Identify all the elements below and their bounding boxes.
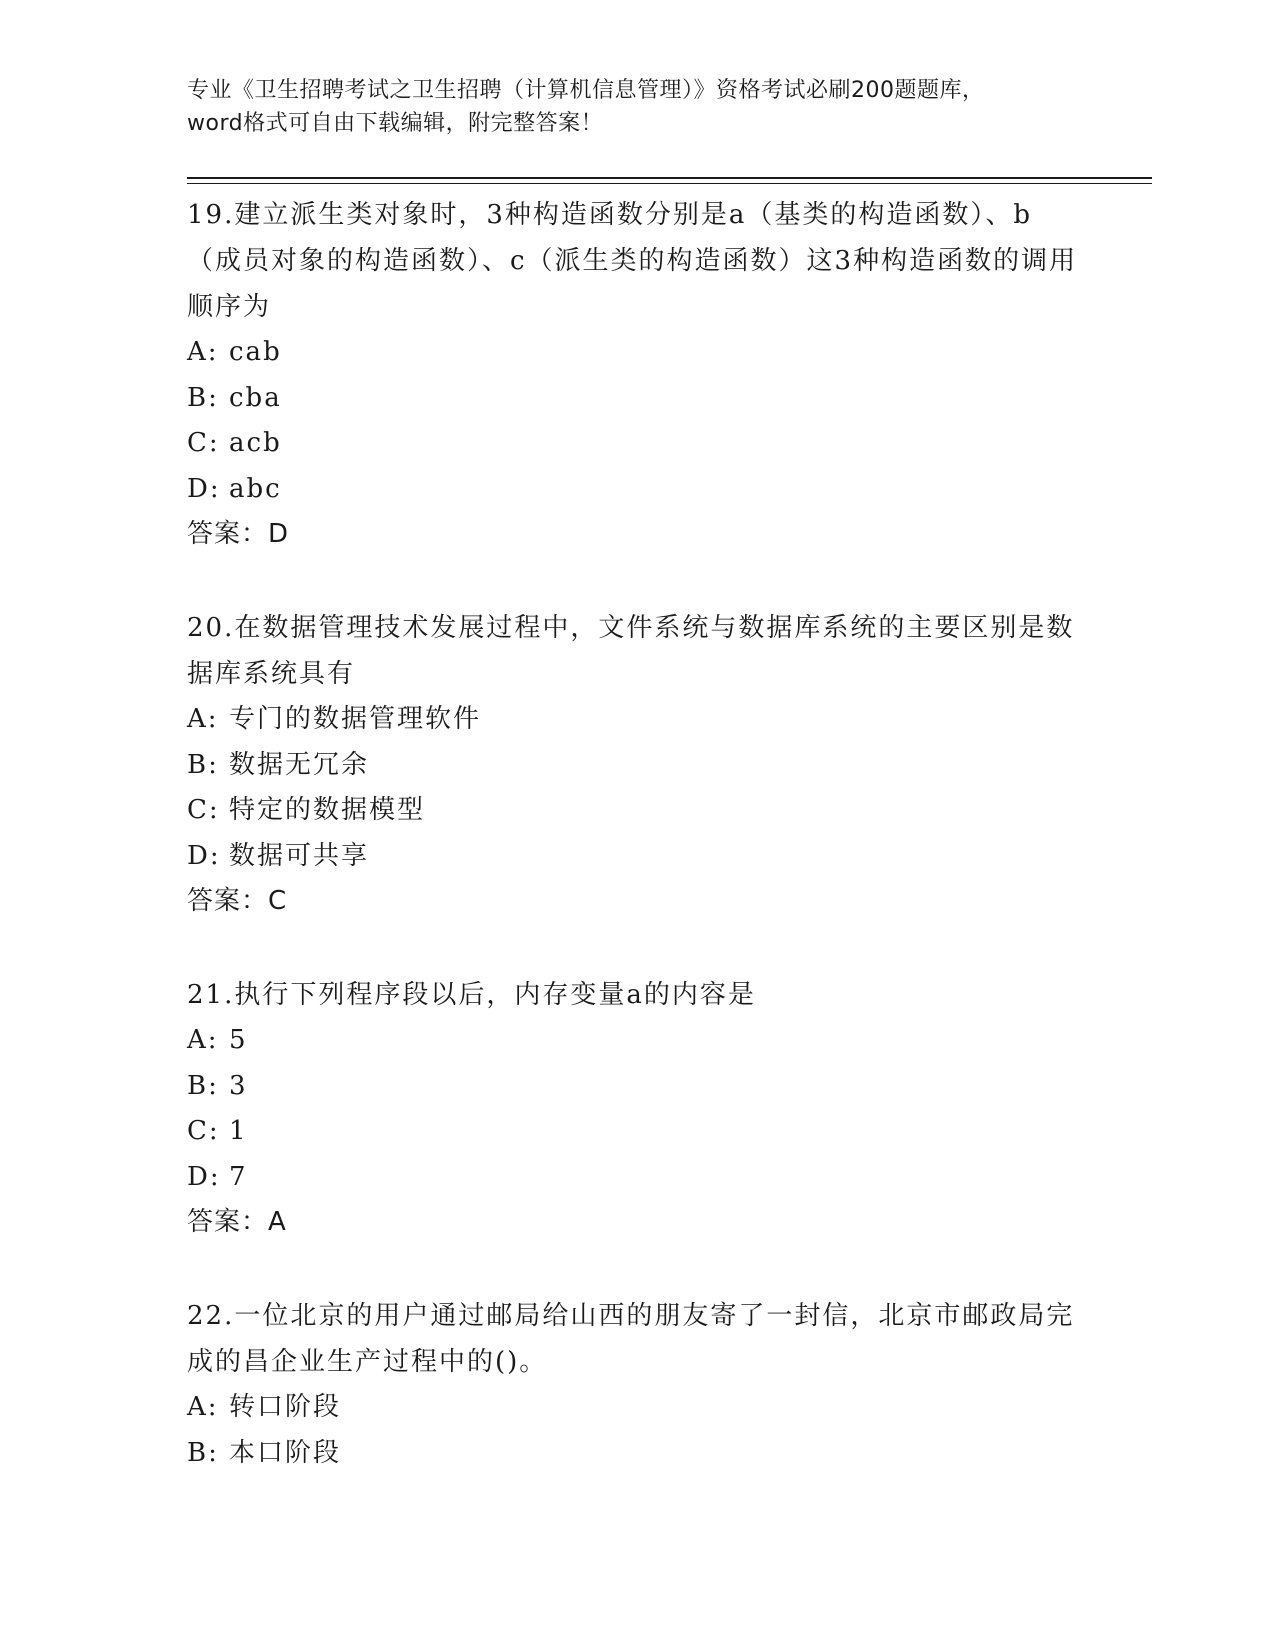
option-text: 本口阶段 — [229, 1437, 342, 1468]
option-text: abc — [229, 473, 282, 504]
option-label: C: — [187, 428, 220, 458]
option-b — [187, 1431, 1087, 1477]
option-label: C: — [187, 1116, 220, 1146]
option-label: A: — [187, 704, 219, 734]
option-d — [187, 834, 1087, 880]
option-text: acb — [229, 428, 282, 458]
option-text: cba — [229, 382, 282, 413]
option-label: A: — [187, 337, 219, 367]
header-line-1: 专业《卫生招聘考试之卫生招聘（计算机信息管理）》资格考试必刷200题题库， — [187, 78, 985, 103]
option-text: 专门的数据管理软件 — [229, 704, 482, 734]
question-text: 22.一位北京的用户通过邮局给山西的朋友寄了一封信，北京市邮政局完成的昌企业生产过程中的()。 — [187, 1301, 1075, 1377]
option-c — [187, 421, 1087, 467]
option-text: 数据无冗余 — [229, 749, 370, 780]
question-19 — [187, 192, 1087, 557]
option-label: B: — [187, 749, 219, 780]
option-text: 转口阶段 — [229, 1392, 342, 1422]
option-label: B: — [187, 1070, 219, 1101]
question-20 — [187, 605, 1087, 924]
header-divider-thick — [187, 177, 1152, 179]
header-divider-thin — [187, 183, 1152, 184]
option-b — [187, 376, 1087, 422]
option-label: D: — [187, 473, 221, 504]
option-a — [187, 1385, 1087, 1431]
option-label: D: — [187, 1161, 221, 1192]
option-c — [187, 788, 1087, 834]
option-text: 特定的数据模型 — [229, 795, 426, 825]
question-list — [187, 192, 1087, 1476]
answer: 答案：A — [187, 1207, 287, 1237]
question-22 — [187, 1293, 1087, 1476]
question-21 — [187, 972, 1087, 1245]
option-text: 1 — [229, 1116, 248, 1146]
option-a — [187, 1018, 1087, 1064]
option-label: C: — [187, 795, 220, 825]
option-label: B: — [187, 1437, 219, 1468]
header-line-2: word格式可自由下载编辑，附完整答案！ — [187, 111, 604, 136]
option-text: 3 — [229, 1070, 248, 1101]
question-text: 20.在数据管理技术发展过程中，文件系统与数据库系统的主要区别是数据库系统具有 — [187, 613, 1075, 689]
option-label: A: — [187, 1025, 219, 1055]
answer: 答案：C — [187, 886, 288, 916]
question-text: 19.建立派生类对象时，3种构造函数分别是a（基类的构造函数）、b（成员对象的构造函数）、c（派生类的构造函数）这3种构造函数的调用顺序为 — [187, 200, 1078, 322]
option-text: 5 — [229, 1025, 248, 1055]
question-text: 21.执行下列程序段以后，内存变量a的内容是 — [187, 980, 756, 1010]
question-spacer — [187, 924, 1087, 972]
option-text: 数据可共享 — [229, 840, 370, 871]
option-text: cab — [229, 337, 282, 367]
option-a — [187, 330, 1087, 376]
option-text: 7 — [229, 1161, 248, 1192]
option-a — [187, 697, 1087, 743]
option-d — [187, 467, 1087, 513]
option-c — [187, 1109, 1087, 1155]
question-spacer — [187, 1245, 1087, 1293]
option-label: B: — [187, 382, 219, 413]
question-spacer — [187, 557, 1087, 605]
option-d — [187, 1155, 1087, 1201]
option-b — [187, 743, 1087, 789]
option-label: D: — [187, 840, 221, 871]
answer: 答案：D — [187, 519, 290, 549]
option-b — [187, 1064, 1087, 1110]
document-header — [187, 74, 1067, 140]
option-label: A: — [187, 1392, 219, 1422]
